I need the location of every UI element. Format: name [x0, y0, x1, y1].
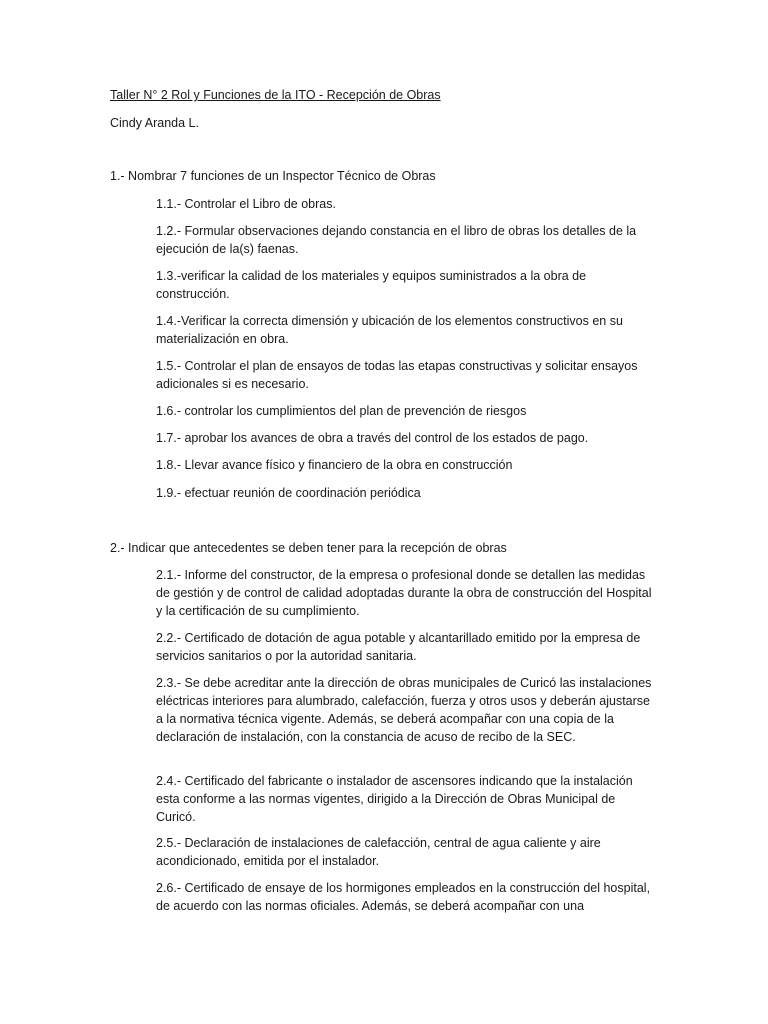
list-item: 1.2.- Formular observaciones dejando constancia en el libro de obras los detalles de la ejecución de la(s) faenas. — [156, 224, 637, 256]
list-item: 1.3.-verificar la calidad de los materiales y equipos suministrados a la obra de construcción. — [156, 269, 587, 301]
list-item: 1.1.- Controlar el Libro de obras. — [156, 197, 336, 211]
list-item: 2.6.- Certificado de ensaye de los hormigones empleados en la construcción del hospital, de acuerdo con las normas oficiales. Además, se deberá acompañar con una — [156, 881, 651, 913]
section-heading-1: 1.- Nombrar 7 funciones de un Inspector Técnico de Obras — [110, 169, 436, 183]
list-item: 2.4.- Certificado del fabricante o instalador de ascensores indicando que la instalación esta conforme a las normas vigentes, dirigido a la Dirección de Obras Municipal de Curicó. — [156, 774, 633, 824]
list-item: 1.6.- controlar los cumplimientos del plan de prevención de riesgos — [156, 404, 527, 418]
list-item: 1.9.- efectuar reunión de coordinación periódica — [156, 486, 421, 500]
list-item: 2.1.- Informe del constructor, de la empresa o profesional donde se detallen las medidas de gestión y de control de calidad adoptadas durante la obra de construcción del Hospital y la certificación de su cumplimiento. — [156, 568, 652, 618]
list-item: 1.4.-Verificar la correcta dimensión y ubicación de los elementos constructivos en su materialización en obra. — [156, 314, 623, 346]
list-item: 2.2.- Certificado de dotación de agua potable y alcantarillado emitido por la empresa de servicios sanitarios o por la autoridad sanitaria. — [156, 631, 641, 663]
list-item: 2.3.- Se debe acreditar ante la dirección de obras municipales de Curicó las instalaciones eléctricas interiores para alumbrado, calefacción, fuerza y otros usos y deberán ajustarse a la normativa técnica vigente. Además, se deberá acompañar con una copia de la declaración de instalación, con la constancia de acuso de recibo de la SEC. — [156, 676, 652, 744]
list-item: 1.5.- Controlar el plan de ensayos de todas las etapas constructivas y solicitar ensayos adicionales si es necesario. — [156, 359, 638, 391]
document-author: Cindy Aranda L. — [110, 116, 199, 130]
list-item: 2.5.- Declaración de instalaciones de calefacción, central de agua caliente y aire acondicionado, emitida por el instalador. — [156, 836, 601, 868]
section-heading-2: 2.- Indicar que antecedentes se deben tener para la recepción de obras — [110, 541, 507, 555]
document-title: Taller N° 2 Rol y Funciones de la ITO - Recepción de Obras — [110, 88, 441, 102]
list-item: 1.8.- Llevar avance físico y financiero de la obra en construcción — [156, 458, 513, 472]
list-item: 1.7.- aprobar los avances de obra a través del control de los estados de pago. — [156, 431, 589, 445]
